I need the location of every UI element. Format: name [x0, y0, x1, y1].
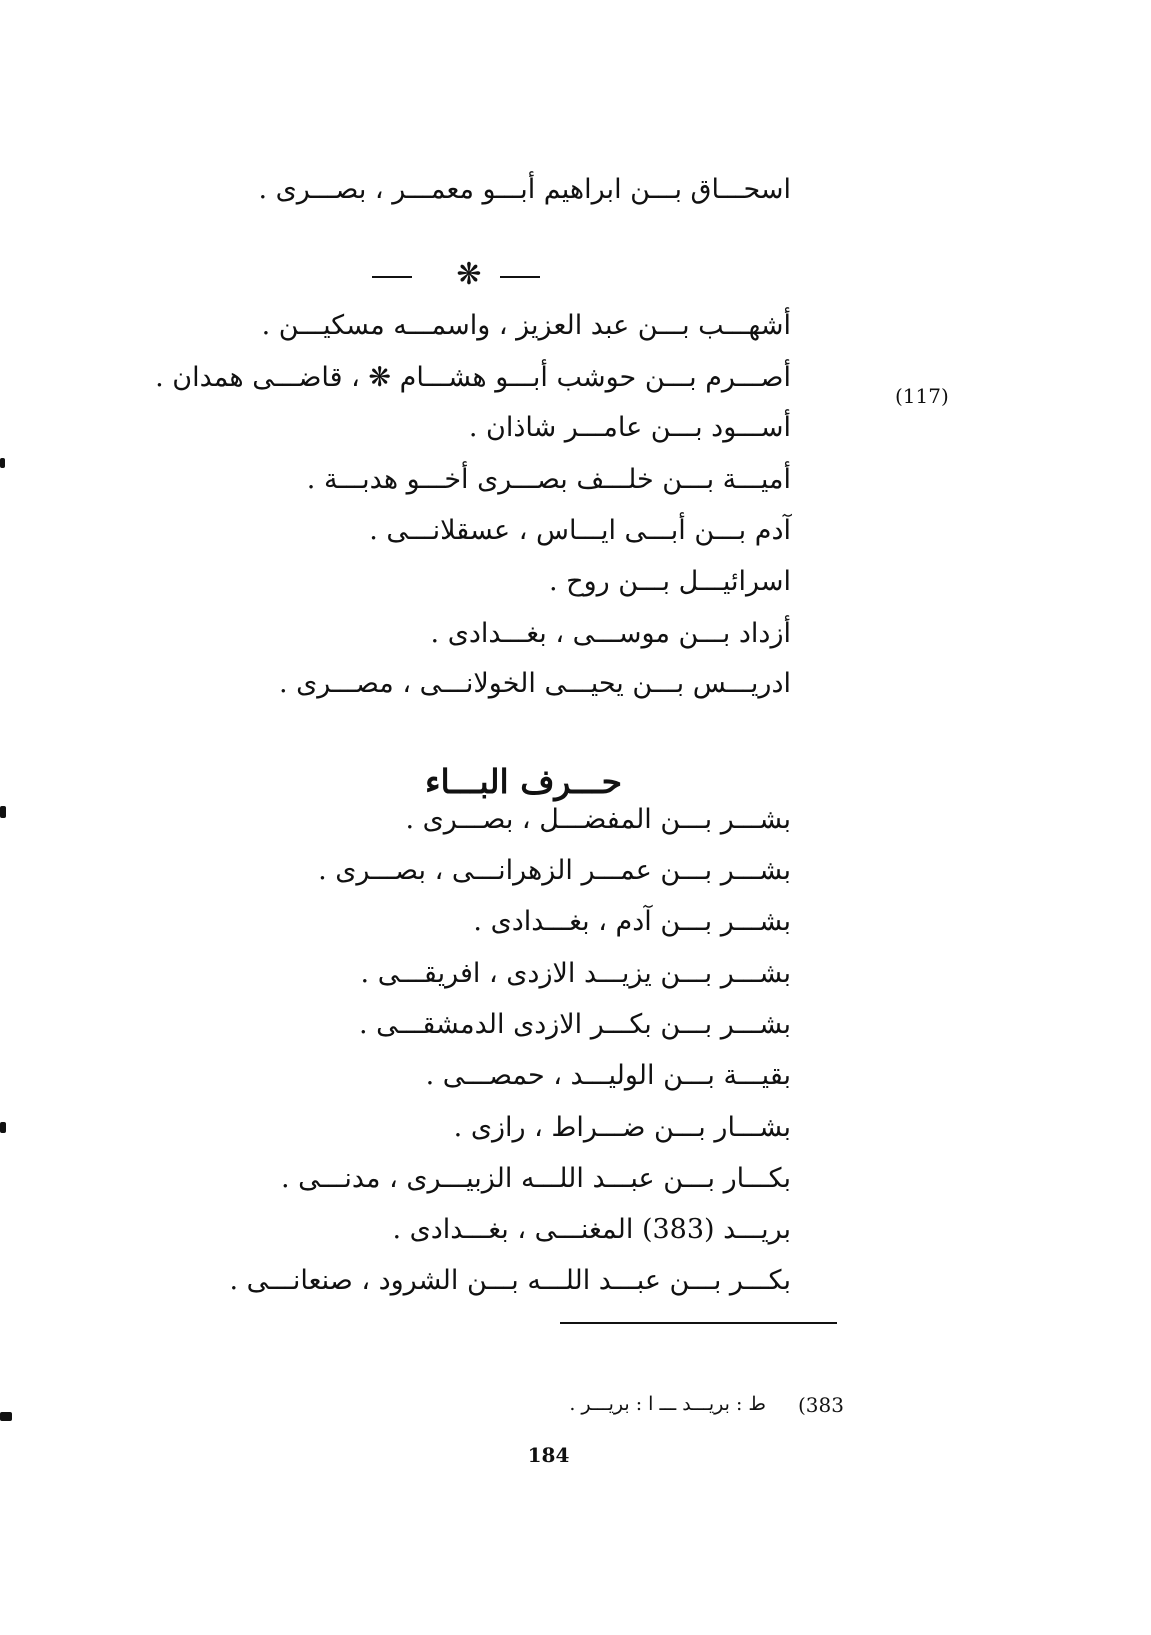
asterism-icon: ❋	[456, 257, 482, 292]
section-heading: حـــرف البـــاء	[424, 762, 623, 801]
footnote-rule	[560, 1322, 837, 1324]
entry-line: بريـــد (383) المغنـــى ، بغـــدادى .	[392, 1214, 791, 1245]
entry-line: بكـــار بـــن عبـــد اللـــه الزبيـــرى ، مدنـــى .	[280, 1163, 791, 1194]
entry-line: بشـــار بـــن ضـــراط ، رازى .	[453, 1112, 791, 1143]
entry-line: بقيـــة بـــن الوليـــد ، حمصـــى .	[425, 1060, 791, 1091]
entry-line: أميـــة بـــن خلـــف بصـــرى أخـــو هدبـــة .	[306, 464, 791, 495]
entry-line: اسرائيـــل بـــن روح .	[549, 566, 791, 597]
section-divider	[372, 258, 572, 294]
page-number: 184	[527, 1443, 570, 1467]
entry-line: بشـــر بـــن بكـــر الازدى الدمشقـــى .	[358, 1009, 791, 1040]
entry-line: بشـــر بـــن عمـــر الزهرانـــى ، بصـــرى .	[318, 855, 791, 886]
entry-line: بشـــر بـــن يزيـــد الازدى ، افريقـــى .	[360, 958, 791, 989]
entry-line: أصـــرم بـــن حوشب أبـــو هشـــام ❋ ، قاضـــى همدان .	[155, 362, 791, 393]
footnote-text: ط : بريـــد ـــ ا : بريـــر .	[569, 1393, 766, 1415]
scan-edge-mark	[0, 1122, 6, 1133]
entry-line: آدم بـــن أبـــى ايـــاس ، عسقلانـــى .	[369, 515, 791, 546]
entry-line: أزداد بـــن موســـى ، بغـــدادى .	[430, 618, 791, 649]
entry-line: أســـود بـــن عامـــر شاذان .	[468, 412, 791, 443]
scan-edge-mark	[0, 806, 6, 818]
entry-line: بشـــر بـــن المفضـــل ، بصـــرى .	[405, 804, 791, 835]
divider-dash-left	[372, 276, 412, 278]
entry-line: بشـــر بـــن آدم ، بغـــدادى .	[473, 906, 791, 937]
entry-line: أشهـــب بـــن عبد العزيز ، واسمـــه مسكيـــن .	[261, 310, 791, 341]
entry-line: اسحـــاق بـــن ابراهيم أبـــو معمـــر ، بصـــرى .	[258, 174, 791, 205]
scan-edge-mark	[0, 458, 5, 468]
entry-line: بكـــر بـــن عبـــد اللـــه بـــن الشرود ، صنعانـــى .	[229, 1265, 791, 1296]
scan-edge-mark	[0, 1412, 12, 1421]
footnote-number: (383	[798, 1393, 844, 1417]
marginal-number: (117)	[895, 384, 949, 408]
entry-line: ادريـــس بـــن يحيـــى الخولانـــى ، مصـــرى .	[278, 668, 791, 699]
divider-dash-right	[500, 276, 540, 278]
